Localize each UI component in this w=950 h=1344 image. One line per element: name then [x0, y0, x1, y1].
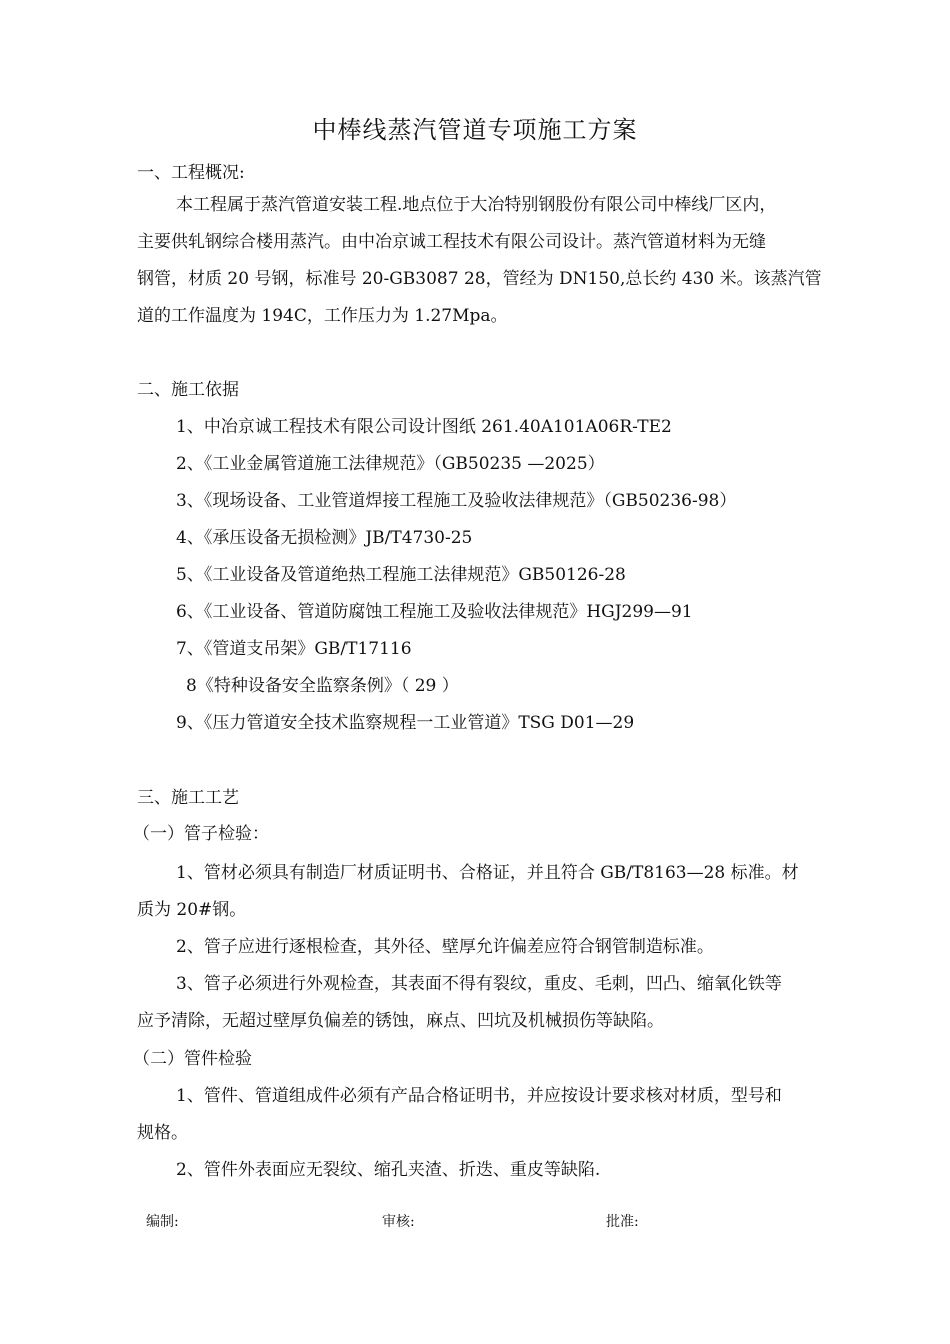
paragraph-line: 3、管子必须进行外观检查，其表面不得有裂纹，重皮、毛刺，凹凸、缩氧化铁等 [176, 974, 782, 994]
list-item: 9、《压力管道安全技术监察规程一工业管道》TSG D01—29 [176, 713, 635, 733]
paragraph-line: 1、管材必须具有制造厂材质证明书、合格证，并且符合 GB/T8163—28 标准。材 [176, 863, 799, 883]
paragraph-line: 应予清除，无超过壁厚负偏差的锈蚀，麻点、凹坑及机械损伤等缺陷。 [137, 1011, 664, 1031]
paragraph-line: 主要供轧钢综合楼用蒸汽。由中冶京诚工程技术有限公司设计。蒸汽管道材料为无缝 [137, 232, 766, 252]
list-item: 5、《工业设备及管道绝热工程施工法律规范》GB50126-28 [176, 565, 626, 585]
paragraph-line: 2、管件外表面应无裂纹、缩孔夹渣、折迭、重皮等缺陷. [176, 1160, 601, 1180]
list-item: 8《特种设备安全监察条例》（ 29 ） [186, 676, 459, 696]
section-heading-overview: 一、工程概况: [137, 163, 245, 183]
footer-approve-label: 批准: [606, 1214, 639, 1230]
page-title: 中棒线蒸汽管道专项施工方案 [312, 116, 638, 144]
paragraph-line: 质为 20#钢。 [137, 900, 247, 920]
subsection-heading-fitting-inspection: （二）管件检验 [133, 1049, 252, 1069]
section-heading-basis: 二、施工依据 [137, 380, 239, 400]
subsection-heading-pipe-inspection: （一）管子检验： [133, 824, 269, 844]
section-heading-process: 三、施工工艺 [137, 788, 239, 808]
paragraph-line: 1、管件、管道组成件必须有产品合格证明书，并应按设计要求核对材质，型号和 [176, 1086, 782, 1106]
paragraph-line: 本工程属于蒸汽管道安装工程.地点位于大冶特别钢股份有限公司中棒线厂区内， [176, 195, 777, 215]
footer-compile-label: 编制: [146, 1214, 179, 1230]
paragraph-line: 钢管，材质 20 号钢，标准号 20-GB3087 28，管经为 DN150,总长约 430 米。该蒸汽管 [137, 269, 822, 289]
footer-review-label: 审核: [382, 1214, 415, 1230]
paragraph-line: 道的工作温度为 194C，工作压力为 1.27Mpa。 [137, 306, 508, 326]
list-item: 3、《现场设备、工业管道焊接工程施工及验收法律规范》（GB50236-98） [176, 491, 737, 511]
list-item: 1、中冶京诚工程技术有限公司设计图纸 261.40A101A06R-TE2 [176, 417, 672, 437]
list-item: 2、《工业金属管道施工法律规范》（GB50235 —2025） [176, 454, 605, 474]
paragraph-line: 规格。 [137, 1123, 188, 1143]
paragraph-line: 2、管子应进行逐根检查，其外径、壁厚允许偏差应符合钢管制造标准。 [176, 937, 714, 957]
list-item: 7、《管道支吊架》GB/T17116 [176, 639, 412, 659]
list-item: 4、《承压设备无损检测》JB/T4730-25 [176, 528, 473, 548]
list-item: 6、《工业设备、管道防腐蚀工程施工及验收法律规范》HGJ299—91 [176, 602, 693, 622]
